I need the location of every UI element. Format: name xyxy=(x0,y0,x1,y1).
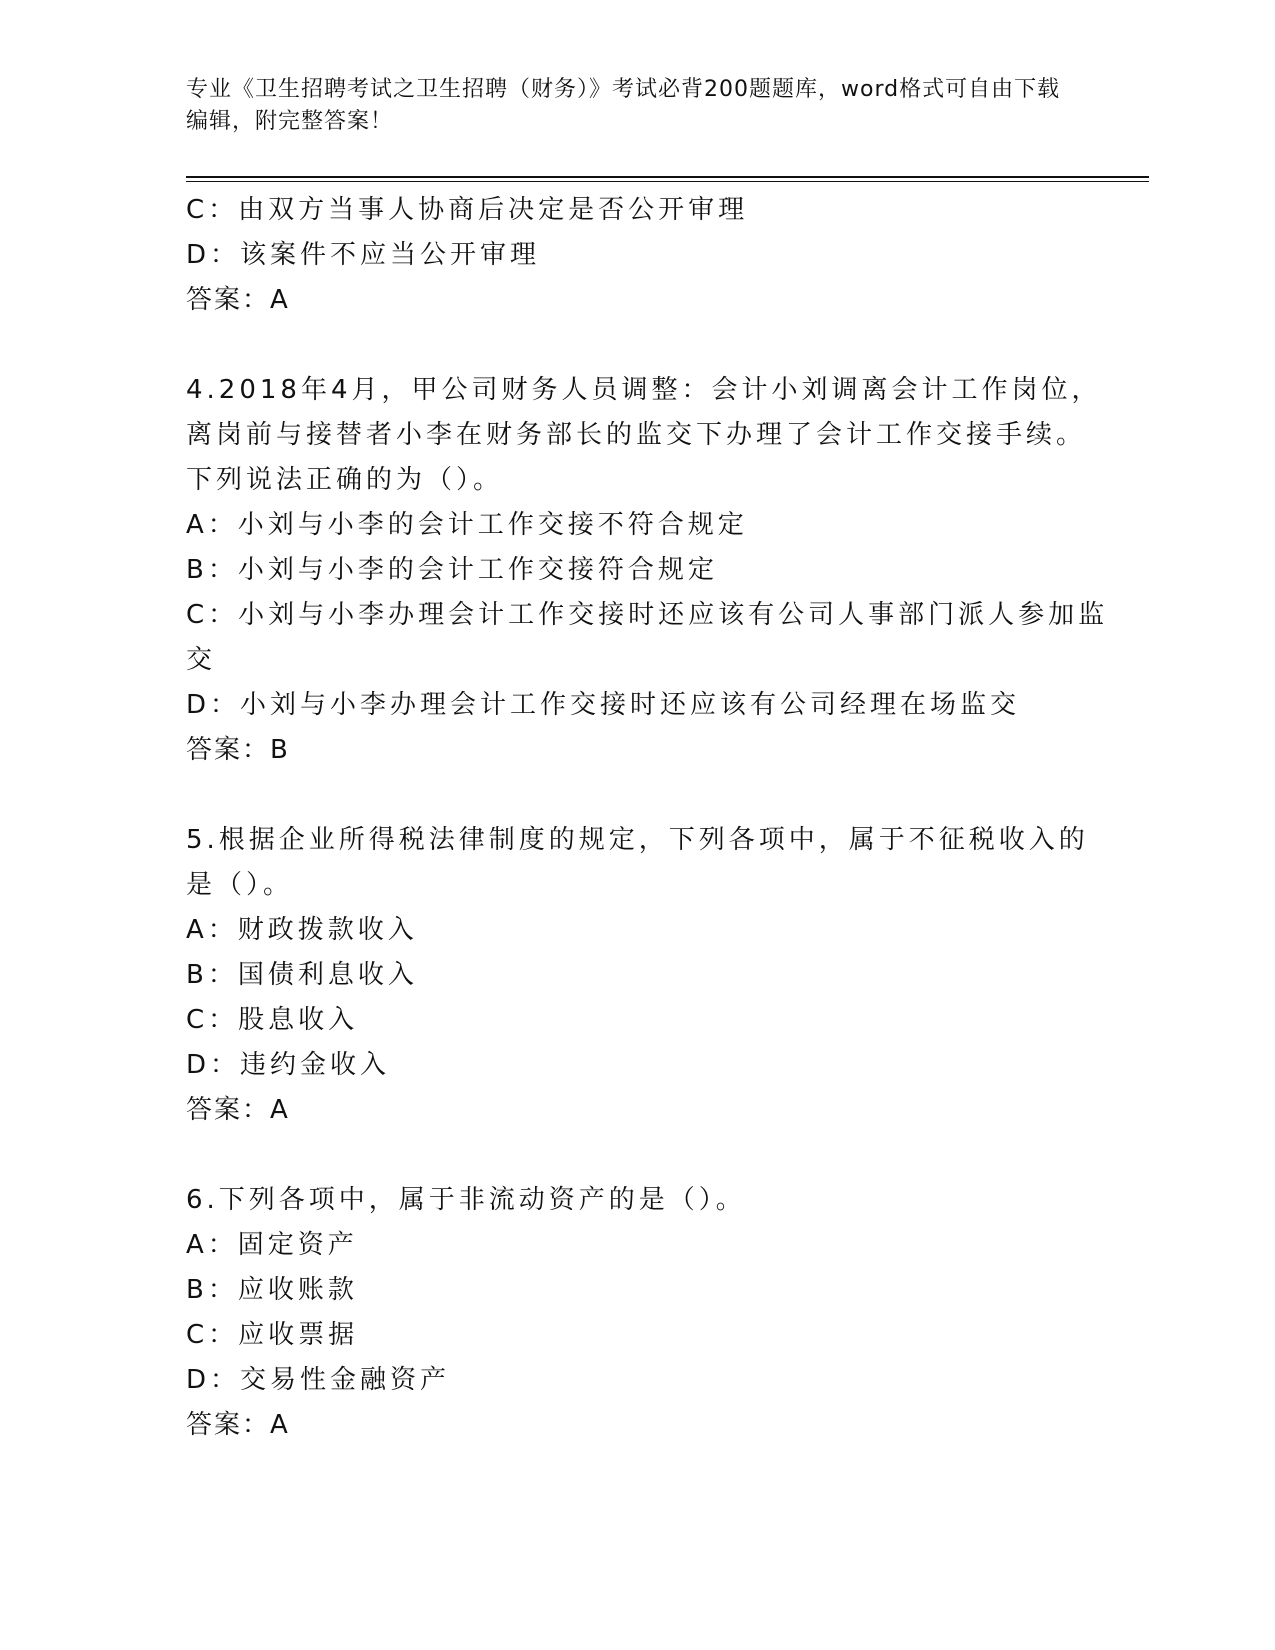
question-5 xyxy=(186,818,1089,1133)
q6-answer: 答案：A xyxy=(186,1410,290,1440)
q5-option-c: C：股息收入 xyxy=(186,1005,359,1035)
header-divider xyxy=(186,176,1149,182)
question-3-tail xyxy=(186,188,1086,323)
q5-stem-line-1: 5.根据企业所得税法律制度的规定，下列各项中，属于不征税收入的 xyxy=(186,825,1089,855)
q5-option-d: D：违约金收入 xyxy=(186,1050,391,1080)
q4-stem-line-2: 离岗前与接替者小李在财务部长的监交下办理了会计工作交接手续。 xyxy=(186,420,1087,450)
question-4 xyxy=(186,368,1109,773)
q4-option-c-line-1: C：小刘与小李办理会计工作交接时还应该有公司人事部门派人参加监 xyxy=(186,600,1109,630)
q3-option-d: D：该案件不应当公开审理 xyxy=(186,240,541,270)
q5-option-b: B：国债利息收入 xyxy=(186,960,418,990)
q6-option-a: A：固定资产 xyxy=(186,1230,358,1260)
question-list xyxy=(186,188,1109,1448)
q4-option-d: D：小刘与小李办理会计工作交接时还应该有公司经理在场监交 xyxy=(186,690,1021,720)
q4-stem-line-3: 下列说法正确的为（）。 xyxy=(186,465,504,495)
q6-option-b: B：应收账款 xyxy=(186,1275,358,1305)
q4-stem-line-1: 4.2018年4月，甲公司财务人员调整：会计小刘调离会计工作岗位， xyxy=(186,375,1102,405)
q3-option-c: C：由双方当事人协商后决定是否公开审理 xyxy=(186,195,749,225)
q4-option-a: A：小刘与小李的会计工作交接不符合规定 xyxy=(186,510,748,540)
q3-answer: 答案：A xyxy=(186,285,290,315)
q6-stem-line-1: 6.下列各项中，属于非流动资产的是（）。 xyxy=(186,1185,746,1215)
q4-option-b: B：小刘与小李的会计工作交接符合规定 xyxy=(186,555,718,585)
spacer xyxy=(186,323,1086,368)
q5-answer: 答案：A xyxy=(186,1095,290,1125)
q6-option-c: C：应收票据 xyxy=(186,1320,359,1350)
q6-option-d: D：交易性金融资产 xyxy=(186,1365,451,1395)
spacer xyxy=(186,1133,1086,1178)
q5-option-a: A：财政拨款收入 xyxy=(186,915,418,945)
question-6 xyxy=(186,1178,1086,1448)
q4-option-c-line-2: 交 xyxy=(186,645,217,675)
document-header: 专业《卫生招聘考试之卫生招聘（财务）》考试必背200题题库，word格式可自由下载编辑，附完整答案！ xyxy=(186,77,1061,134)
spacer xyxy=(186,773,1086,818)
q4-answer: 答案：B xyxy=(186,735,290,765)
q5-stem-line-2: 是（）。 xyxy=(186,870,294,900)
